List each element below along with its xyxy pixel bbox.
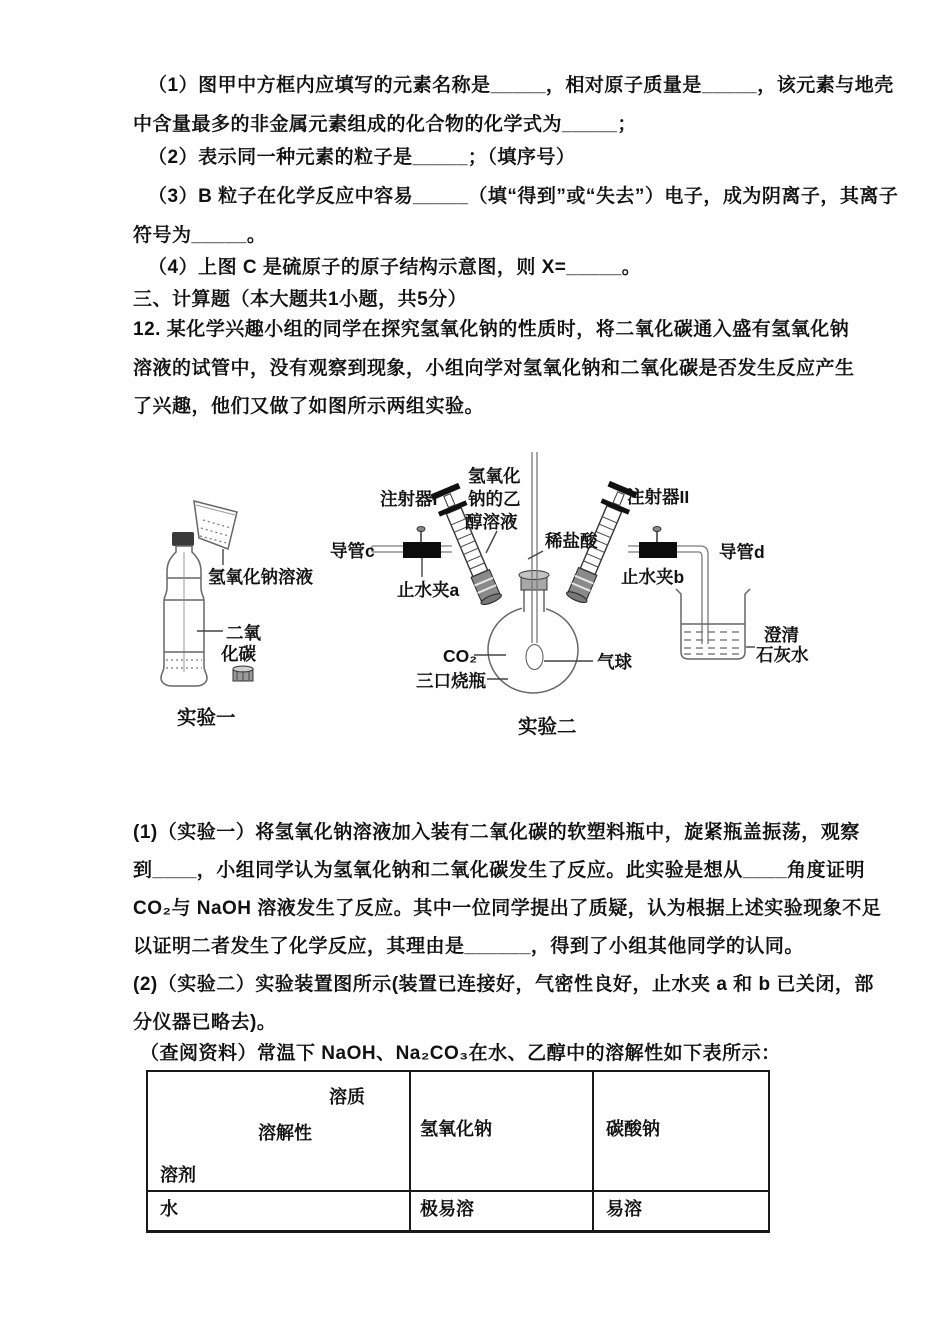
leader-ethanol-solution (486, 531, 497, 553)
q12-reference-line: （查阅资料）常温下 NaOH、Na₂CO₃在水、乙醇中的溶解性如下表所示： (140, 1043, 781, 1064)
pour-cup (194, 501, 237, 549)
q12-part2-line-1: (2)（实验二）实验装置图所示(装置已连接好，气密性良好，止水夹 a 和 b 已关闭，部 (133, 974, 874, 995)
label-conduit-c: 导管c (330, 541, 375, 561)
table-row-water-solvent: 水 (160, 1199, 178, 1219)
q12-intro-1: 12. 某化学兴趣小组的同学在探究氢氧化钠的性质时，将二氧化碳通入盛有氢氧化钠 (133, 319, 850, 340)
label-limewater-l1: 澄清 (764, 625, 799, 645)
experiment-diagram (0, 440, 950, 750)
pinch-clamp-b (639, 542, 677, 558)
label-co2-gas-l1: 二氧 (226, 623, 261, 643)
label-balloon: 气球 (597, 652, 632, 672)
table-row-water-naoh: 极易溶 (420, 1199, 474, 1219)
label-clamp-b: 止水夹b (621, 567, 685, 587)
label-syringe2: 注射器II (627, 487, 690, 507)
table-corner-solvent: 溶剂 (160, 1165, 196, 1185)
table-divider-v1 (409, 1072, 411, 1230)
center-stopper-top (519, 571, 549, 580)
label-dilute-hcl: 稀盐酸 (545, 531, 598, 551)
label-limewater-l2: 石灰水 (756, 645, 809, 665)
center-neck-mask (522, 590, 546, 610)
leader-hcl (528, 551, 543, 559)
section-header: 三、计算题（本大题共1小题，共5分） (133, 289, 468, 310)
pinch-clamp-a (403, 542, 441, 558)
experiment1-caption: 实验一 (177, 707, 236, 729)
table-divider-v2 (592, 1072, 594, 1230)
label-co2: CO₂ (443, 646, 478, 666)
q12-intro-3: 了兴趣，他们又做了如图所示两组实验。 (133, 396, 485, 417)
q12-part1-line-3: CO₂与 NaOH 溶液发生了反应。其中一位同学提出了质疑，认为根据上述实验现象不足 (133, 898, 882, 919)
q11-line-5: 符号为_____。 (133, 225, 267, 246)
table-row-water-na2co3: 易溶 (606, 1199, 642, 1219)
experiment1-apparatus (161, 501, 313, 729)
q11-line-3: （2）表示同一种元素的粒子是_____；（填序号） (148, 147, 576, 168)
label-naoh-ethanol-l2: 钠的乙 (468, 489, 521, 509)
label-conduit-d: 导管d (719, 542, 765, 562)
table-corner-solute: 溶质 (329, 1087, 365, 1107)
table-divider-h1 (148, 1190, 768, 1192)
hcl-center-tube (532, 452, 537, 643)
experiment2-caption: 实验二 (518, 716, 577, 738)
q12-part1-line-2: 到____，小组同学认为氢氧化钠和二氧化碳发生了反应。此实验是想从____角度证明 (133, 860, 866, 881)
balloon (526, 645, 543, 670)
table-corner-solubility: 溶解性 (258, 1123, 312, 1143)
q11-line-6: （4）上图 C 是硫原子的原子结构示意图，则 X=_____。 (148, 257, 642, 278)
q12-part1-line-1: (1)（实验一）将氢氧化钠溶液加入装有二氧化碳的软塑料瓶中，旋紧瓶盖振荡，观察 (133, 822, 860, 843)
clamp-b-screw-head (653, 527, 661, 532)
label-clamp-a: 止水夹a (397, 580, 460, 600)
q12-intro-2: 溶液的试管中，没有观察到现象，小组向学对氢氧化钠和二氧化碳是否发生反应产生 (133, 358, 855, 379)
q11-line-4: （3）B 粒子在化学反应中容易_____（填“得到”或“失去”）电子，成为阴离子，其离子 (148, 186, 899, 207)
label-naoh-ethanol-l1: 氢氧化 (468, 466, 521, 486)
experiment2-apparatus (330, 452, 809, 738)
label-syringe1: 注射器I (380, 489, 438, 509)
q12-part2-line-2: 分仪器已略去)。 (133, 1012, 277, 1033)
table-colheader-na2co3: 碳酸钠 (606, 1119, 660, 1139)
q11-line-2: 中含量最多的非金属元素组成的化合物的化学式为_____； (133, 114, 637, 135)
conduit-d-tube (628, 546, 708, 644)
label-naoh-ethanol-l3: 醇溶液 (465, 512, 518, 532)
q12-part1-line-4: 以证明二者发生了化学反应，其理由是______，得到了小组其他同学的认同。 (133, 936, 804, 957)
cup-liquid-hatch (203, 520, 231, 528)
table-colheader-naoh: 氢氧化钠 (420, 1119, 492, 1139)
syringe1-rod (444, 494, 455, 508)
solubility-table (146, 1070, 770, 1233)
q11-line-1: （1）图甲中方框内应填写的元素名称是_____，相对原子质量是_____，该元素与地壳 (148, 75, 894, 96)
label-naoh-solution: 氢氧化钠溶液 (208, 567, 313, 587)
cup-liquid-hatch (201, 528, 229, 536)
syringe2-rod (613, 492, 624, 506)
bottle-cap (172, 532, 194, 546)
label-co2-gas-l2: 化碳 (221, 644, 256, 664)
label-flask: 三口烧瓶 (416, 671, 486, 691)
clamp-a-screw-head (417, 527, 425, 532)
limewater-hatch (684, 632, 742, 654)
